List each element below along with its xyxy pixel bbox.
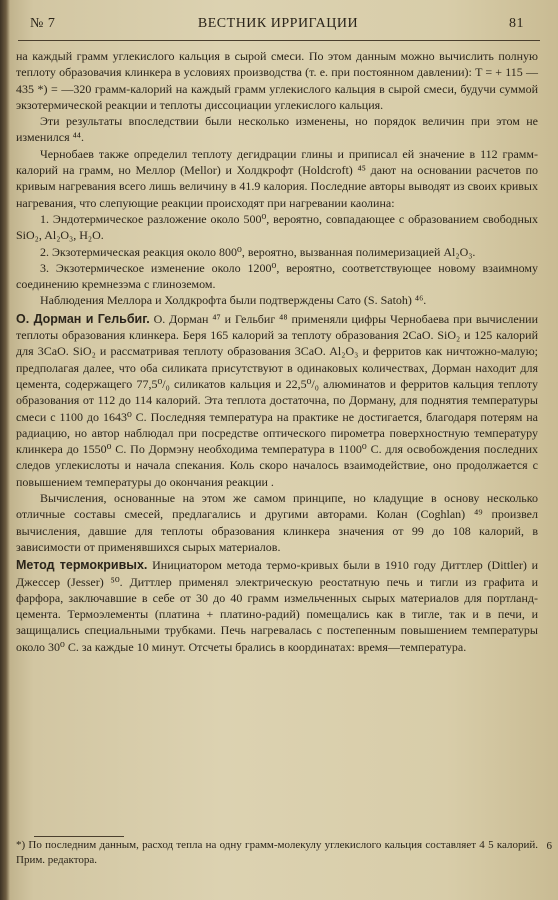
paragraph-satoh: Наблюдения Меллора и Холдкрофта были подтверждены Сато (S. Satoh) ⁴⁶.: [40, 293, 427, 308]
footnote-text: *) По последним данным, расход тепла на одну грамм-молекулу углекислого кальция составляет 4 5 калорий. Прим. редактора.: [16, 839, 538, 866]
side-heading-dorman: О. Дорман и Гельбиг.: [16, 311, 150, 326]
list-item-2: 2. Экзотермическая реакция около 800⁰, вероятно, вызванная полимеризацией Al₂O₃.: [40, 244, 476, 259]
side-heading-method: Метод термокривых.: [16, 558, 148, 573]
footnote: [16, 838, 538, 868]
journal-title: ВЕСТНИК ИРРИГАЦИИ: [197, 16, 359, 31]
list-item-3: 3. Экзотермическое изменение около 1200⁰, вероятно, соответствующее новому взаимному соединению кремнезэма с глиноземом.: [16, 260, 538, 292]
method-text: Инициатором метода термо-кривых были в 1910 году Диттлер (Dittler) и Джессер (Jesser) ⁵⁰. Диттлер применял электрическую реостатную печь и тигли из графита и фарфора, заключавшие в себе от 30 до 40 грамм измельченных сырых материалов для портланд-цемента. Термоэлементы (платина + платино-радий) помещались как в тигле, так и в печи, и защищались специальными трубками. Печь нагревалась с постепенным повышением температуры около 30⁰ С. за каждые 10 минут. Отсчеты брались в координатах: время—температура.: [16, 558, 538, 654]
footnote-rule: [34, 836, 124, 837]
book-spine-shadow: [0, 0, 10, 900]
section-method: [16, 557, 538, 655]
margin-mark: 6: [546, 840, 552, 852]
article-body: [16, 48, 538, 655]
paragraph-coghlan: Вычисления, основанные на этом же самом принципе, но кладущие в основу несколько отличные составы смесей, предлагались и другими авторами. Колан (Coghlan) ⁴⁹ произвел вычисления, давшие для теплоты образования клинкера значения от 99 до 108 калорий, в зависимости от применявшихся сырых материалов.: [16, 491, 538, 554]
section-dorman: [16, 311, 538, 490]
header-rule: [18, 40, 540, 41]
list-item-1: 1. Эндотермическое разложение около 500⁰, вероятно, совпадающее с образованием свободных SiO₂, Al₂O₃, H₂O.: [16, 211, 538, 243]
dorman-text: О. Дорман ⁴⁷ и Гельбиг ⁴⁸ применяли цифры Чернобаева при вычислении теплоты образования клинкера. Беря 165 калорий за теплоту образования 2CaO. SiO₂ и 125 калорий для 3CaO. SiO₂ и рассматривая теплоту образования 3CaO. Al₂O₃ и ферритов как ничтожно-малую; предполагая далее, что оба силиката присутствуют в одинаковых количествах, Дорман находит для цемента, содержащего 77,5⁰/₀ силикатов кальция и 22,5⁰/₀ алюминатов и ферритов кальция теплоту образования от 112 до 114 калорий. Эта теплота достаточна, по Дорману, для поднятия температуры смеси с 1100 до 1643⁰ С. Последняя температура на практике не достигается, благодаря потерям на радиацию, но автор наблюдал при посредстве оптического пирометра поверхностную температуру клинкера до 1550⁰ С. По Дормэну необходима температура в 1100⁰ С. для освобождения последних следов углекислоты и начала спекания. Коль скоро началось взаимодействие, оно продолжается с повышением температуры до окончания реакции .: [16, 311, 538, 489]
running-header: [18, 14, 538, 36]
paragraph-calc: на каждый грамм углекислого кальция в сырой смеси. По этом данным можно вычислить полную теплоту образовачия клинкера в условиях производства (т. е. при постоянном давлении): T = + 115 — 435 *) = —320 грамм-калорий на каждый грамм углекислого кальция в сырой смеси, будучи суммой экзотермической реакции и теплоты диссоциации углекислого кальция.: [16, 49, 538, 112]
issue-number: № 7: [30, 16, 56, 31]
paragraph-chernobaev: Чернобаев также определил теплоту дегидрации глины и приписал ей значение в 112 грамм-калорий на грамм, но Меллор (Mellor) и Холдкрофт (Holdcroft) ⁴⁵ дают на основании расчетов по кривым нагревания всего лишь величину в 41.9 калория. Последние авторы выводят из своих кривых нагревания, что слепующие реакции происходят при нагревании каолина:: [16, 146, 538, 210]
page-number: 81: [509, 16, 524, 31]
paragraph-results: Эти результаты впоследствии были несколько изменены, но порядок величин при этом не изменился ⁴⁴.: [16, 114, 538, 145]
